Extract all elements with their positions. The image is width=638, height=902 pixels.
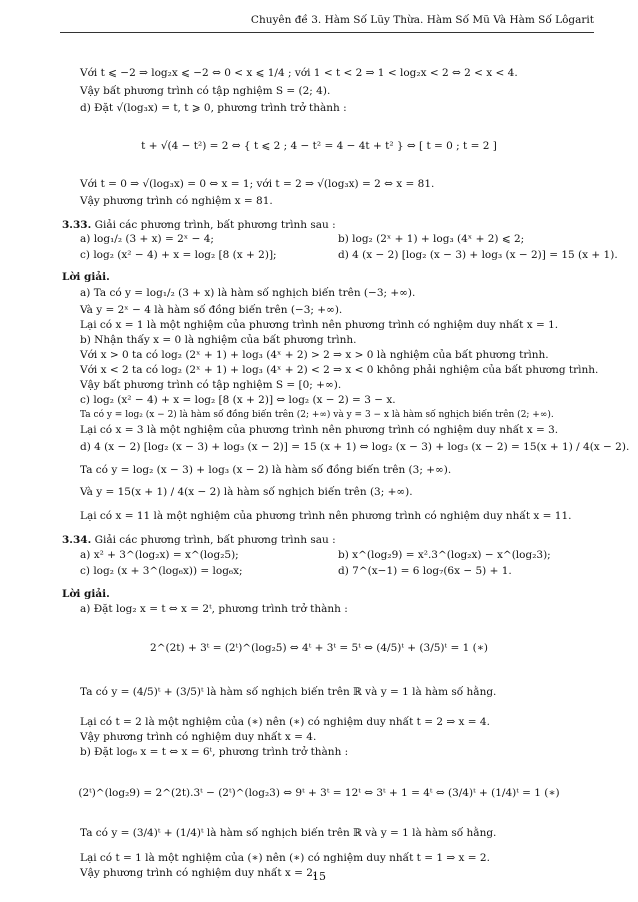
text-line: a) log₁/₂ (3 + x) = 2ˣ − 4; — [80, 233, 214, 245]
text-line: a) Đặt log₂ x = t ⇔ x = 2ᵗ, phương trình trở thành : — [80, 603, 348, 615]
header-rule — [60, 32, 594, 33]
text-line: Lại có t = 2 là một nghiệm của (∗) nên (∗) có nghiệm duy nhất t = 2 ⇒ x = 4. — [80, 716, 490, 728]
text-line: d) 4 (x − 2) [log₂ (x − 3) + log₃ (x − 2)] = 15 (x + 1) ⇔ log₂ (x − 3) + log₃ (x − 2) = 15(x + 1) / 4(x − 2). — [80, 441, 630, 453]
running-header: Chuyên đề 3. Hàm Số Lũy Thừa. Hàm Số Mũ Và Hàm Số Lôgarit — [250, 14, 594, 26]
text-line: a) x² + 3^(log₂x) = x^(log₂5); — [80, 549, 239, 561]
text-line: Ta có y = log₂ (x − 2) là hàm số đồng biến trên (2; +∞) và y = 3 − x là hàm số nghịch biến trên (2; +∞). — [80, 410, 554, 420]
text-line: Ta có y = log₂ (x − 3) + log₃ (x − 2) là hàm số đồng biến trên (3; +∞). — [80, 464, 452, 476]
text-line: (2ᵗ)^(log₂9) = 2^(2t).3ᵗ − (2ᵗ)^(log₂3) ⇔ 9ᵗ + 3ᵗ = 12ᵗ ⇔ 3ᵗ + 1 = 4ᵗ ⇔ (3/4)ᵗ + (1/4)ᵗ = 1 (∗) — [78, 787, 560, 799]
text-line: Vậy phương trình có nghiệm x = 81. — [80, 195, 273, 207]
text-line: Với x < 2 ta có log₂ (2ˣ + 1) + log₃ (4ˣ + 2) < 2 ⇒ x < 0 không phải nghiệm của bất phương trình. — [80, 364, 599, 376]
text-line: b) Nhận thấy x = 0 là nghiệm của bất phương trình. — [80, 334, 357, 346]
text-line: Vậy bất phương trình có tập nghiệm S = (2; 4). — [80, 85, 331, 97]
page-number: 15 — [312, 870, 326, 883]
text-line: d) 7^(x−1) = 6 log₇(6x − 5) + 1. — [338, 565, 512, 577]
text-line: c) log₂ (x² − 4) + x = log₂ [8 (x + 2)] ⇔ log₂ (x − 2) = 3 − x. — [80, 394, 396, 406]
text-line: b) Đặt log₆ x = t ⇔ x = 6ᵗ, phương trình trở thành : — [80, 746, 349, 758]
text-line — [62, 218, 336, 232]
text-line: Với t = 0 ⇒ √(log₃x) = 0 ⇔ x = 1; với t = 2 ⇒ √(log₃x) = 2 ⇔ x = 81. — [80, 178, 435, 190]
text-line: a) Ta có y = log₁/₂ (3 + x) là hàm số nghịch biến trên (−3; +∞). — [80, 287, 416, 299]
text-line: Lại có x = 3 là một nghiệm của phương trình nên phương trình có nghiệm duy nhất x = 3. — [80, 424, 559, 436]
text-line: Ta có y = (3/4)ᵗ + (1/4)ᵗ là hàm số nghịch biến trên ℝ và y = 1 là hàm số hằng. — [80, 827, 497, 839]
text-line: d) 4 (x − 2) [log₂ (x − 3) + log₃ (x − 2)] = 15 (x + 1). — [338, 249, 618, 261]
text-line: 2^(2t) + 3ᵗ = (2ᵗ)^(log₂5) ⇔ 4ᵗ + 3ᵗ = 5ᵗ ⇔ (4/5)ᵗ + (3/5)ᵗ = 1 (∗) — [150, 642, 488, 654]
exercise-number: 3.33. — [62, 219, 92, 231]
text-line: Và y = 15(x + 1) / 4(x − 2) là hàm số nghịch biến trên (3; +∞). — [80, 486, 413, 498]
text-line: Vậy bất phương trình có tập nghiệm S = [0; +∞). — [80, 379, 342, 391]
text-line: Với x > 0 ta có log₂ (2ˣ + 1) + log₃ (4ˣ + 2) > 2 ⇒ x > 0 là nghiệm của bất phương trình. — [80, 349, 549, 361]
text-line: c) log₂ (x + 3^(log₆x)) = log₆x; — [80, 565, 243, 577]
text-line: t + √(4 − t²) = 2 ⇔ { t ⩽ 2 ; 4 − t² = 4 − 4t + t² } ⇔ [ t = 0 ; t = 2 ] — [141, 140, 497, 152]
text-line: c) log₂ (x² − 4) + x = log₂ [8 (x + 2)]; — [80, 249, 277, 261]
text-line: Lại có t = 1 là một nghiệm của (∗) nên (∗) có nghiệm duy nhất t = 1 ⇒ x = 2. — [80, 852, 490, 864]
text-line: Lời giải. — [62, 588, 110, 600]
text-line: Ta có y = (4/5)ᵗ + (3/5)ᵗ là hàm số nghịch biến trên ℝ và y = 1 là hàm số hằng. — [80, 686, 497, 698]
text-line: Vậy phương trình có nghiệm duy nhất x = 2. — [80, 867, 317, 879]
exercise-prompt: Giải các phương trình, bất phương trình sau : — [91, 219, 336, 231]
text-line: b) x^(log₂9) = x².3^(log₂x) − x^(log₂3); — [338, 549, 551, 561]
text-line — [62, 533, 336, 547]
text-line: Lại có x = 1 là một nghiệm của phương trình nên phương trình có nghiệm duy nhất x = 1. — [80, 319, 559, 331]
exercise-prompt: Giải các phương trình, bất phương trình sau : — [91, 534, 336, 546]
text-line: Với t ⩽ −2 ⇒ log₂x ⩽ −2 ⇔ 0 < x ⩽ 1/4 ; với 1 < t < 2 ⇒ 1 < log₂x < 2 ⇔ 2 < x < 4. — [80, 67, 518, 79]
text-line: Và y = 2ˣ − 4 là hàm số đồng biến trên (−3; +∞). — [80, 304, 343, 316]
text-line: Lời giải. — [62, 271, 110, 283]
text-line: Vậy phương trình có nghiệm duy nhất x = 4. — [80, 731, 317, 743]
exercise-number: 3.34. — [62, 534, 92, 546]
text-line: Lại có x = 11 là một nghiệm của phương trình nên phương trình có nghiệm duy nhất x = 11. — [80, 510, 572, 522]
text-line: d) Đặt √(log₃x) = t, t ⩾ 0, phương trình trở thành : — [80, 102, 347, 114]
text-line: b) log₂ (2ˣ + 1) + log₃ (4ˣ + 2) ⩽ 2; — [338, 233, 525, 245]
